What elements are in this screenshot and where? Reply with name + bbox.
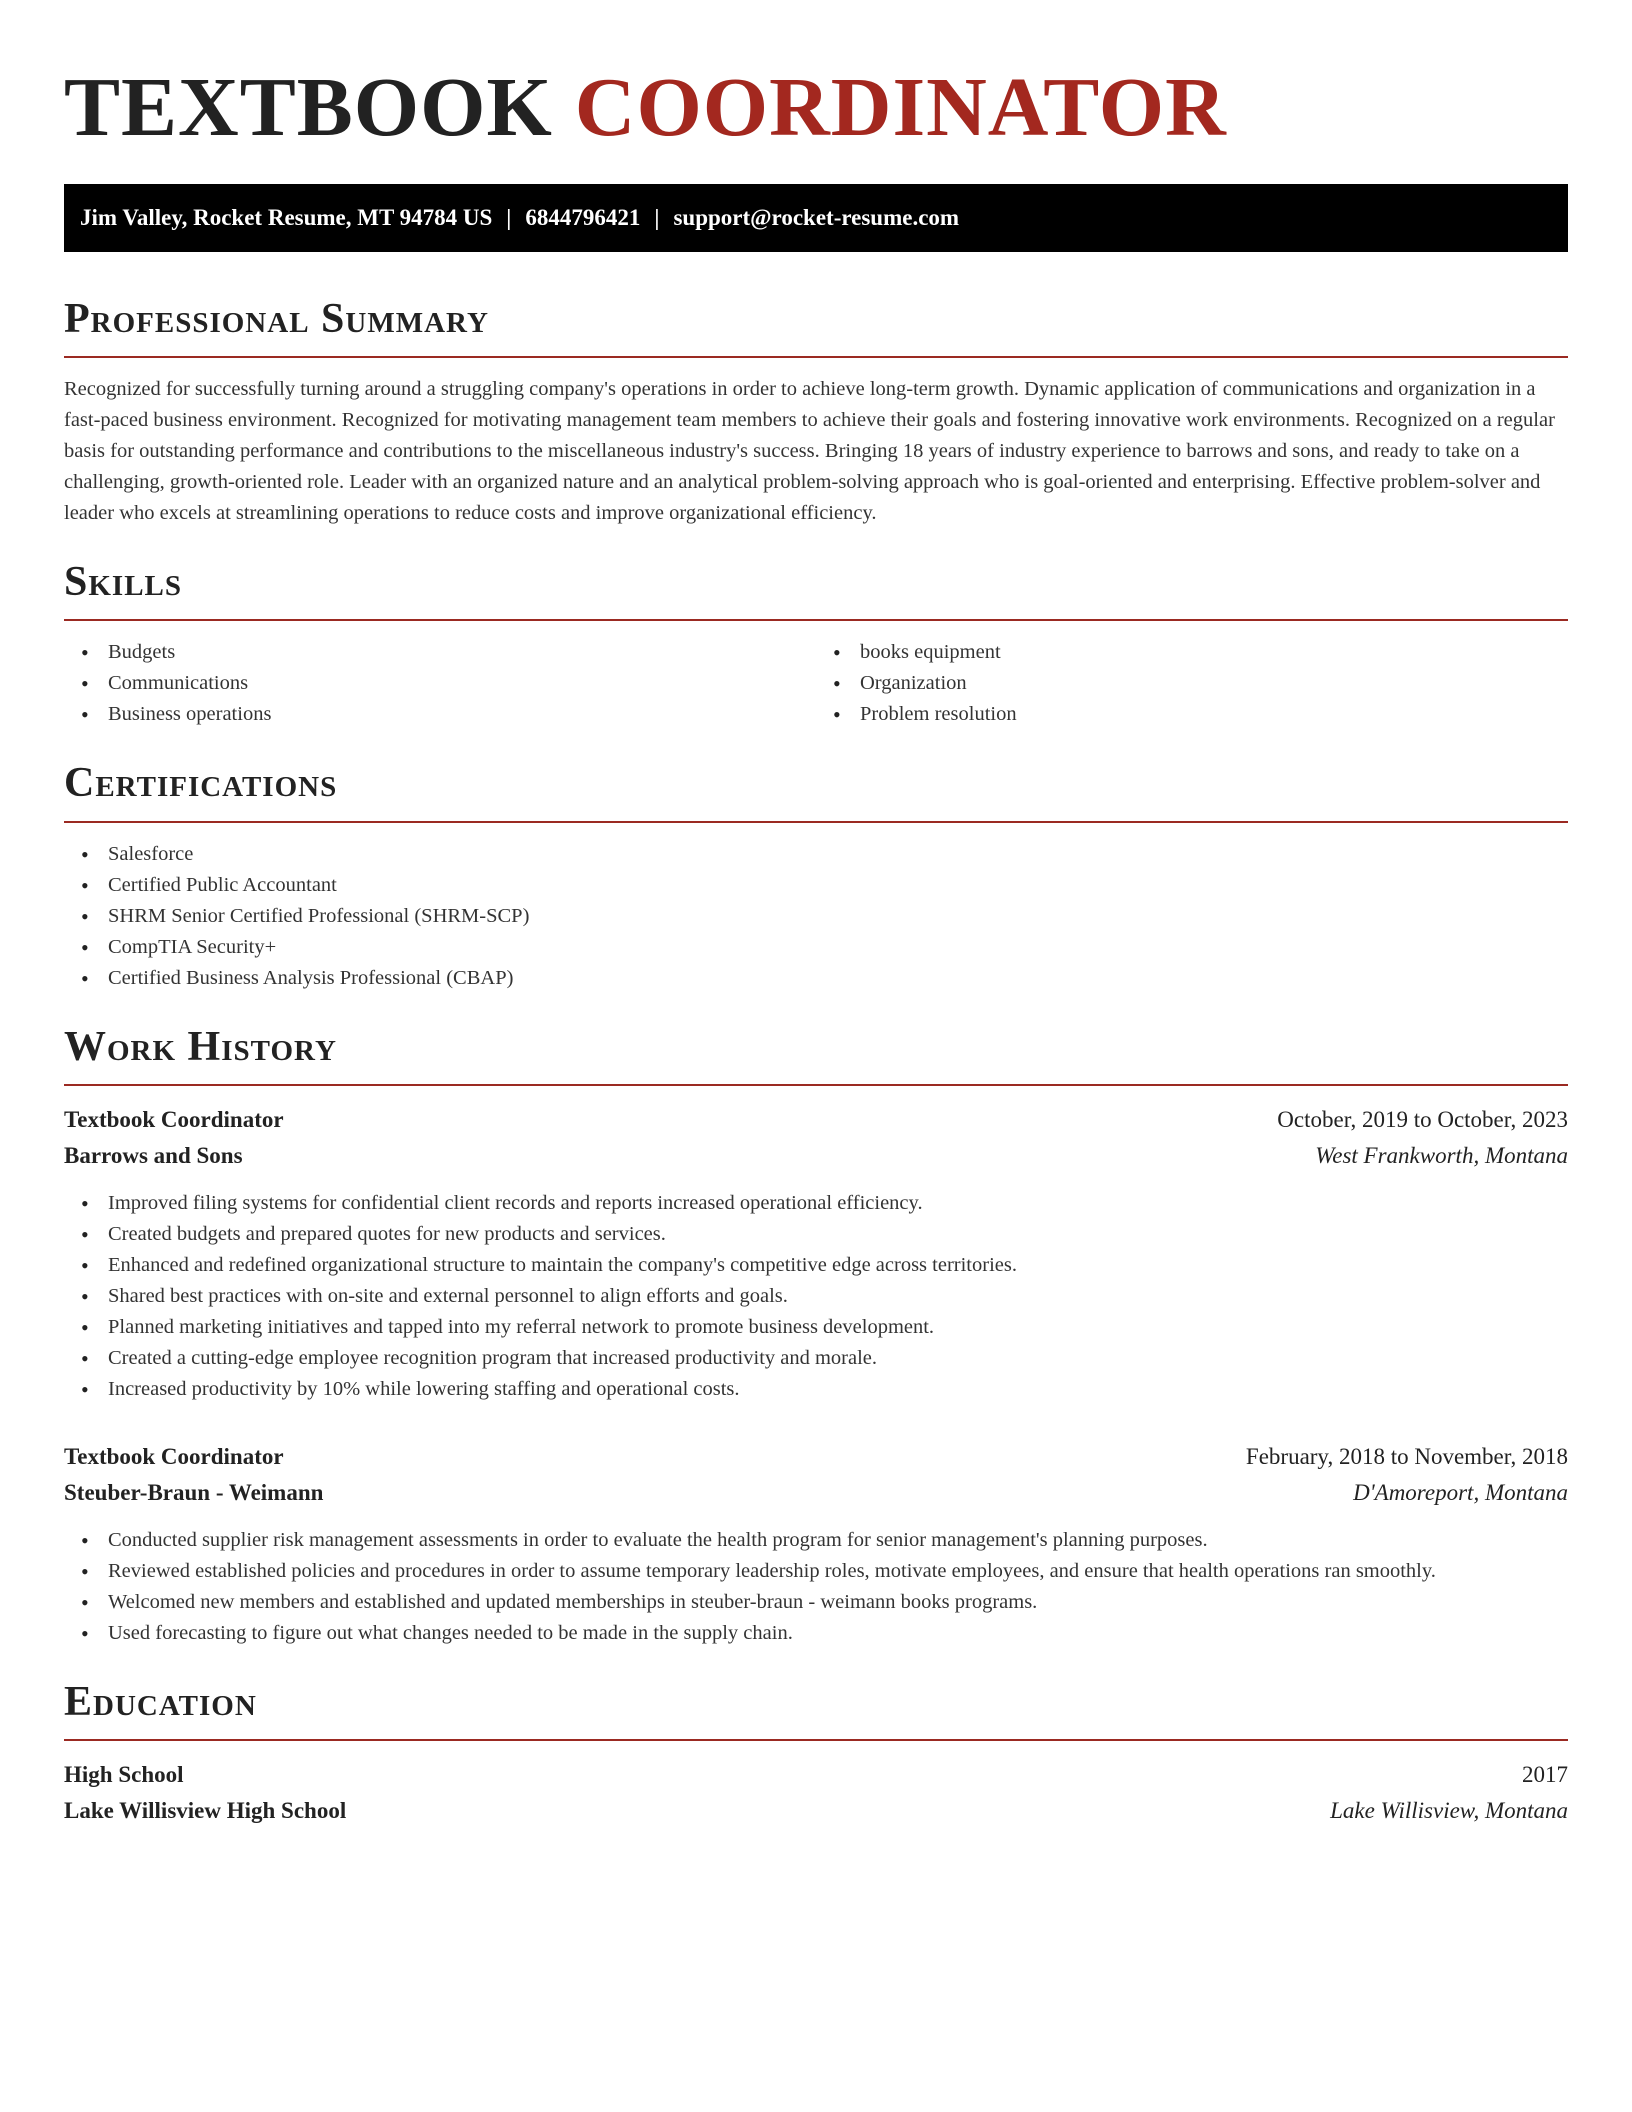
job-bullet: • Enhanced and redefined organizational structure to maintain the company's competitive edge across territories. xyxy=(64,1250,1568,1281)
certification-item: • Salesforce xyxy=(64,839,1568,870)
skill-item: • Problem resolution xyxy=(816,699,1568,730)
job-bullet: • Used forecasting to figure out what changes needed to be made in the supply chain. xyxy=(64,1618,1568,1649)
contact-address: Jim Valley, Rocket Resume, MT 94784 US xyxy=(80,205,493,230)
job-title: Textbook Coordinator xyxy=(64,1106,284,1132)
job-dates: February, 2018 to November, 2018 xyxy=(1245,1443,1568,1469)
name-first: TEXTBOOK xyxy=(64,61,553,154)
certification-item: • Certified Public Accountant xyxy=(64,870,1568,901)
skill-item: • Business operations xyxy=(64,699,816,730)
skills-section xyxy=(64,559,1568,730)
job-bullet: • Reviewed established policies and procedures in order to assume temporary leadership roles, motivate employees, and ensure that health operations ran smoothly. xyxy=(64,1556,1568,1587)
section-divider xyxy=(64,821,1568,823)
job-bullet: • Welcomed new members and established and updated memberships in steuber-braun - weimann books programs. xyxy=(64,1587,1568,1618)
contact-bar xyxy=(64,184,1568,252)
education-entry xyxy=(64,1757,1568,1829)
contact-separator: | xyxy=(654,205,660,230)
certification-item: • SHRM Senior Certified Professional (SHRM-SCP) xyxy=(64,901,1568,932)
certification-item: • Certified Business Analysis Professional (CBAP) xyxy=(64,963,1568,994)
contact-separator: | xyxy=(506,205,512,230)
section-title-work-history: Work History xyxy=(64,1023,337,1070)
contact-email: support@rocket-resume.com xyxy=(673,205,960,230)
education-section xyxy=(64,1679,1568,1829)
job-bullet: • Increased productivity by 10% while lowering staffing and operational costs. xyxy=(64,1374,1568,1405)
section-divider xyxy=(64,1739,1568,1741)
job-bullet: • Conducted supplier risk management assessments in order to evaluate the health program for senior management's planning purposes. xyxy=(64,1525,1568,1556)
education-location: Lake Willisview, Montana xyxy=(1330,1797,1568,1823)
job-entry xyxy=(64,1439,1568,1649)
skill-item: • books equipment xyxy=(816,637,1568,668)
summary-text: Recognized for successfully turning around a struggling company's operations in order to achieve long-term growth. Dynamic application of communications and organization in a fast-paced business environment. Recognized for motivating management team members to achieve their goals and fostering innovative work environments. Recognized on a regular basis for outstanding performance and contributions to the miscellaneous industry's success. Bringing 18 years of industry experience to barrows and sons, and ready to take on a challenging, growth-oriented role. Leader with an organized nature and an analytical problem-solving approach who is goal-oriented and enterprising. Effective problem-solver and leader who excels at streamlining operations to reduce costs and improve organizational efficiency. xyxy=(64,378,1555,525)
contact-phone: 6844796421 xyxy=(525,205,641,230)
skill-item: • Communications xyxy=(64,668,816,699)
job-bullets xyxy=(64,1525,1568,1649)
job-bullet: • Created a cutting-edge employee recognition program that increased productivity and morale. xyxy=(64,1343,1568,1374)
job-company: Barrows and Sons xyxy=(64,1142,243,1168)
section-title-certifications: Certifications xyxy=(64,760,338,807)
job-title: Textbook Coordinator xyxy=(64,1443,284,1469)
section-divider xyxy=(64,1084,1568,1086)
section-title-summary: Professional Summary xyxy=(64,296,489,342)
section-title-education: Education xyxy=(64,1678,257,1725)
skill-item: • Organization xyxy=(816,668,1568,699)
section-title-skills: Skills xyxy=(64,559,183,606)
job-location: West Frankworth, Montana xyxy=(1315,1142,1568,1168)
certifications-list xyxy=(64,839,1568,994)
education-year: 2017 xyxy=(1522,1761,1568,1787)
job-bullets xyxy=(64,1188,1568,1405)
job-company: Steuber-Braun - Weimann xyxy=(64,1479,324,1505)
work-history-section xyxy=(64,1024,1568,1649)
section-divider xyxy=(64,619,1568,621)
education-school: Lake Willisview High School xyxy=(64,1797,347,1823)
certification-item: • CompTIA Security+ xyxy=(64,932,1568,963)
section-divider xyxy=(64,356,1568,358)
education-degree: High School xyxy=(64,1761,184,1787)
job-bullet: • Planned marketing initiatives and tapped into my referral network to promote business development. xyxy=(64,1312,1568,1343)
job-location: D'Amoreport, Montana xyxy=(1353,1479,1568,1505)
summary-section xyxy=(64,296,1568,529)
job-bullet: • Shared best practices with on-site and external personnel to align efforts and goals. xyxy=(64,1281,1568,1312)
skills-column-2 xyxy=(816,637,1568,730)
skills-column-1 xyxy=(64,637,816,730)
job-bullet: • Improved filing systems for confidential client records and reports increased operational efficiency. xyxy=(64,1188,1568,1219)
resume-name xyxy=(64,61,1568,154)
skills-grid xyxy=(64,637,1568,730)
certifications-section xyxy=(64,760,1568,993)
job-entry xyxy=(64,1102,1568,1405)
name-last: COORDINATOR xyxy=(574,61,1227,154)
job-bullet: • Created budgets and prepared quotes for new products and services. xyxy=(64,1219,1568,1250)
skill-item: • Budgets xyxy=(64,637,816,668)
job-dates: October, 2019 to October, 2023 xyxy=(1277,1106,1568,1132)
